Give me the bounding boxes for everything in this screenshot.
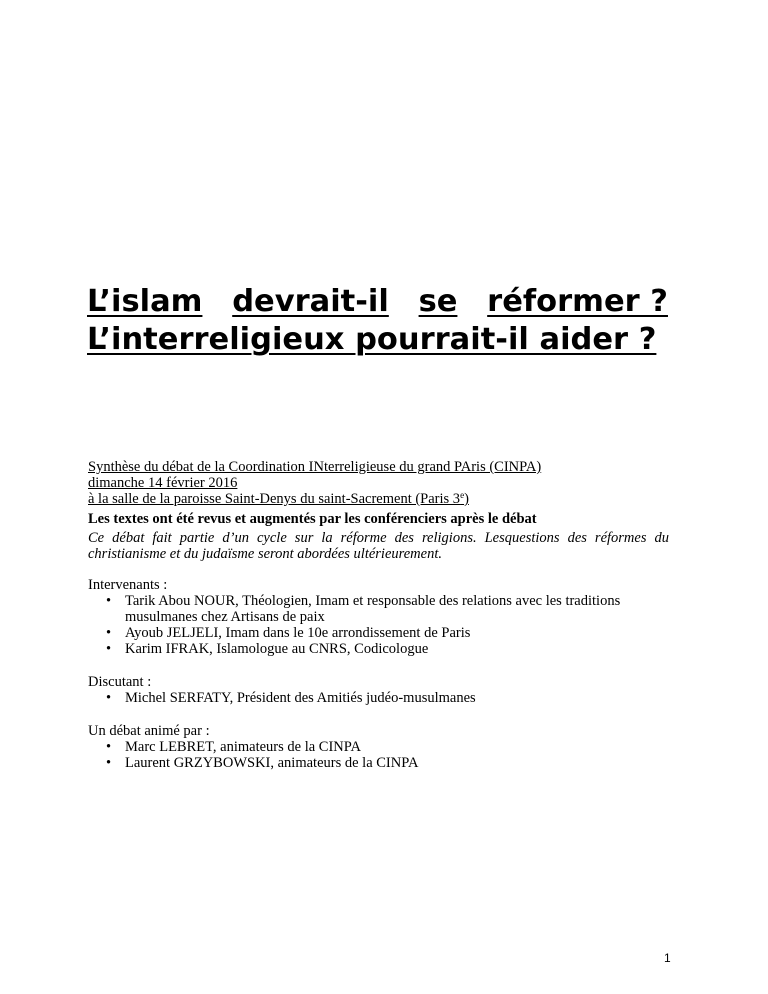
list-item <box>88 625 678 641</box>
bullet-icon: • <box>106 641 112 657</box>
cycle-note: Ce débat fait partie d’un cycle sur la réforme des religions. Lesquestions des réformes du christianisme et du judaïsme seront abordées ultérieurement. <box>88 530 669 562</box>
anime-list <box>88 739 678 771</box>
list-item <box>88 690 678 706</box>
list-item-text: Marc LEBRET, animateurs de la CINPA <box>125 739 361 755</box>
list-item <box>88 755 678 771</box>
bullet-icon: • <box>106 755 112 771</box>
title-word: L’islam <box>87 284 203 319</box>
list-item <box>88 593 678 625</box>
title-word: réformer ? <box>487 284 668 319</box>
bullet-icon: • <box>106 690 112 706</box>
revised-note: Les textes ont été revus et augmentés par les conférenciers après le débat <box>88 511 537 527</box>
list-item-text: Ayoub JELJELI, Imam dans le 10e arrondissement de Paris <box>125 625 471 641</box>
list-item-text: Tarik Abou NOUR, Théologien, Imam et responsable des relations avec les traditions musulmanes chez Artisans de paix <box>125 593 621 625</box>
intervenants-list <box>88 593 678 657</box>
bullet-icon: • <box>106 593 112 609</box>
discutant-list <box>88 690 678 706</box>
anime-heading: Un débat animé par : <box>88 723 210 739</box>
bullet-icon: • <box>106 739 112 755</box>
title-word: devrait-il <box>232 284 389 319</box>
list-item <box>88 739 678 755</box>
title-line-2: L’interreligieux pourrait-il aider ? <box>87 322 657 357</box>
event-location-close: ) <box>464 491 469 507</box>
discutant-heading: Discutant : <box>88 674 152 690</box>
list-item-text: Laurent GRZYBOWSKI, animateurs de la CINPA <box>125 755 419 771</box>
document-title <box>87 283 668 359</box>
anime-section <box>88 723 678 771</box>
title-word: se <box>418 284 458 319</box>
title-line-1 <box>87 283 668 321</box>
list-item-text: Karim IFRAK, Islamologue au CNRS, Codicologue <box>125 641 429 657</box>
intervenants-heading: Intervenants : <box>88 577 168 593</box>
page-number: 1 <box>664 951 671 965</box>
event-date: dimanche 14 février 2016 <box>88 475 238 491</box>
discutant-section <box>88 674 678 706</box>
event-location-superscript: e <box>460 490 465 500</box>
event-organizer: Synthèse du débat de la Coordination INterreligieuse du grand PAris (CINPA) <box>88 459 542 475</box>
list-item-text: Michel SERFATY, Président des Amitiés judéo-musulmanes <box>125 690 476 706</box>
event-location <box>88 491 541 507</box>
bullet-icon: • <box>106 625 112 641</box>
event-info <box>88 459 541 507</box>
list-item <box>88 641 678 657</box>
event-location-text: à la salle de la paroisse Saint-Denys du saint-Sacrement (Paris 3 <box>88 491 461 507</box>
intervenants-section <box>88 577 678 657</box>
